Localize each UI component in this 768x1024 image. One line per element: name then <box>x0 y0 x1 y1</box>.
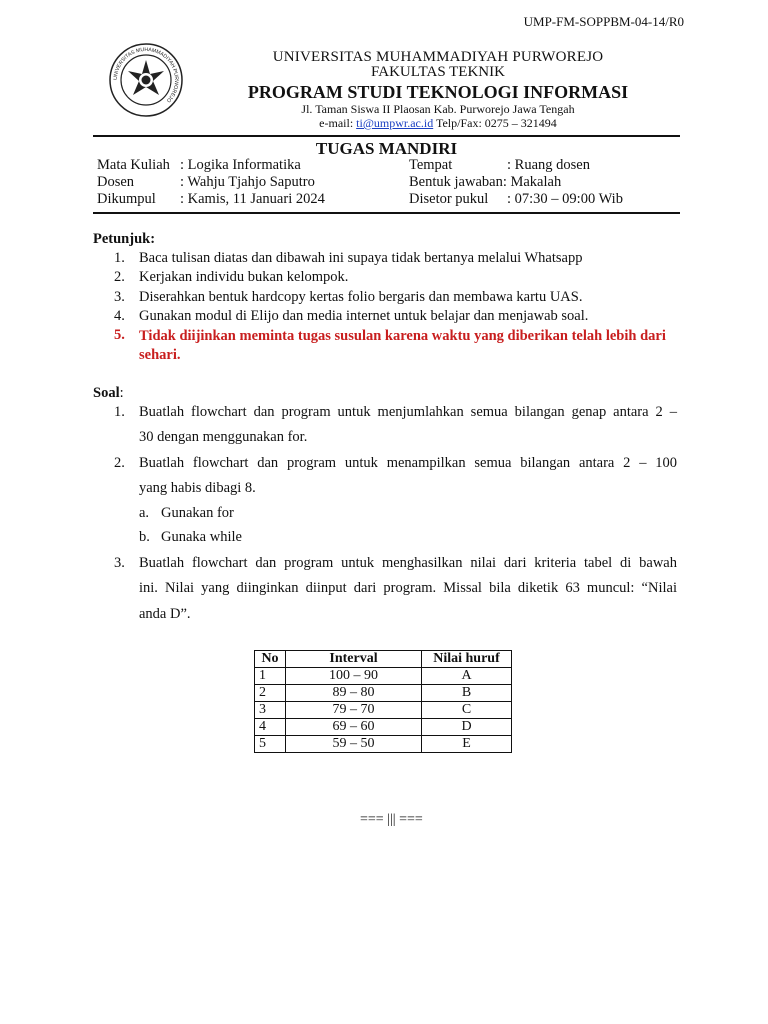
column-header: Nilai huruf <box>422 651 512 668</box>
table-cell: C <box>422 702 512 719</box>
time-value: : 07:30 – 09:00 Wib <box>507 191 623 207</box>
table-row <box>255 719 512 736</box>
instruction-number-warning: 5. <box>114 327 125 343</box>
closing-mark: === ||| === <box>360 812 423 827</box>
table-cell: 100 – 90 <box>286 668 422 685</box>
table-cell: D <box>422 719 512 736</box>
lecturer-label: Dosen <box>97 174 135 190</box>
table-row <box>255 736 512 753</box>
question-3-line-1: Buatlah flowchart dan program untuk menghasilkan nilai dari kriteria tabel di bawah <box>139 555 677 571</box>
email-label: e-mail: <box>319 116 357 130</box>
page-title: TUGAS MANDIRI <box>315 139 458 158</box>
phone: Telp/Fax: 0275 – 321494 <box>433 116 557 130</box>
grade-table <box>254 650 512 753</box>
table-cell: B <box>422 685 512 702</box>
instruction-item: Kerjakan individu bukan kelompok. <box>139 269 349 285</box>
time-label: Disetor pukul <box>409 191 489 207</box>
collected-label: Dikumpul <box>97 191 156 207</box>
table-row <box>255 668 512 685</box>
table-cell: 5 <box>255 736 286 753</box>
instruction-number: 1. <box>114 250 125 266</box>
form-label: Bentuk jawaban <box>409 174 503 190</box>
program-name: PROGRAM STUDI TEKNOLOGI INFORMASI <box>247 82 629 102</box>
instruction-item: Diserahkan bentuk hardcopy kertas folio bergaris dan membawa kartu UAS. <box>139 289 583 305</box>
form-value: : Makalah <box>502 174 562 190</box>
question-3-line-3: anda D”. <box>139 606 191 622</box>
email-link[interactable]: ti@umpwr.ac.id <box>356 116 434 130</box>
table-row <box>255 702 512 719</box>
logo-ring-text: UNIVERSITAS MUHAMMADIYAH PURWOREJO <box>112 46 180 104</box>
question-2-sub-a-number: a. <box>139 505 150 521</box>
info-divider <box>93 212 680 214</box>
instruction-item: Baca tulisan diatas dan dibawah ini supaya tidak bertanya melalui Whatsapp <box>139 250 583 266</box>
question-2-line-2: yang habis dibagi 8. <box>139 480 256 496</box>
column-header: Interval <box>286 651 422 668</box>
question-number: 2. <box>114 455 125 471</box>
column-header: No <box>255 651 286 668</box>
place-value: : Ruang dosen <box>507 157 590 173</box>
question-2-sub-a: Gunakan for <box>161 505 234 521</box>
table-cell: 1 <box>255 668 286 685</box>
question-1-line-2: 30 dengan menggunakan for. <box>139 429 308 445</box>
info-right <box>409 157 623 208</box>
instruction-number: 3. <box>114 289 125 305</box>
address: Jl. Taman Siswa II Plaosan Kab. Purworejo Jawa Tengah <box>301 102 575 116</box>
question-number: 1. <box>114 404 125 420</box>
university-name: UNIVERSITAS MUHAMMADIYAH PURWOREJO <box>272 49 604 65</box>
question-1-line-1: Buatlah flowchart dan program untuk menjumlahkan semua bilangan genap antara 2 – <box>139 404 677 420</box>
table-cell: 69 – 60 <box>286 719 422 736</box>
grade-table-wrapper <box>254 650 512 753</box>
question-3-line-2: ini. Nilai yang diinginkan diinput dari program. Missal bila diketik 63 muncul: “Nilai <box>139 580 677 596</box>
collected-value: : Kamis, 11 Januari 2024 <box>180 191 325 207</box>
table-cell: 4 <box>255 719 286 736</box>
info-left <box>97 157 325 208</box>
course-value: : Logika Informatika <box>180 157 301 173</box>
table-header-row <box>255 651 512 668</box>
table-cell: A <box>422 668 512 685</box>
table-cell: 89 – 80 <box>286 685 422 702</box>
contact-line <box>150 116 726 131</box>
table-cell: 59 – 50 <box>286 736 422 753</box>
table-cell: 79 – 70 <box>286 702 422 719</box>
question-number: 3. <box>114 555 125 571</box>
instruction-item: Gunakan modul di Elijo dan media internet untuk belajar dan menjawab soal. <box>139 308 589 324</box>
document-code: UMP-FM-SOPPBM-04-14/R0 <box>523 14 684 29</box>
questions-label-text: Soal <box>93 385 120 401</box>
instruction-number: 2. <box>114 269 125 285</box>
instruction-number: 4. <box>114 308 125 324</box>
table-cell: 3 <box>255 702 286 719</box>
course-label: Mata Kuliah <box>97 157 170 173</box>
instructions-label: Petunjuk: <box>93 231 156 247</box>
faculty-name: FAKULTAS TEKNIK <box>371 64 505 80</box>
place-label: Tempat <box>409 157 453 173</box>
question-2-line-1: Buatlah flowchart dan program untuk menampilkan semua bilangan antara 2 – 100 <box>139 455 677 471</box>
header-divider <box>93 135 680 137</box>
table-row <box>255 685 512 702</box>
lecturer-value: : Wahju Tjahjo Saputro <box>180 174 315 190</box>
questions-label-colon: : <box>119 385 124 401</box>
question-2-sub-b: Gunaka while <box>161 529 242 545</box>
questions-label <box>93 385 124 402</box>
table-cell: E <box>422 736 512 753</box>
instruction-item-warning: Tidak diijinkan meminta tugas susulan karena waktu yang diberikan telah lebih dari sehari. <box>139 328 666 363</box>
table-cell: 2 <box>255 685 286 702</box>
question-2-sub-b-number: b. <box>139 529 150 545</box>
